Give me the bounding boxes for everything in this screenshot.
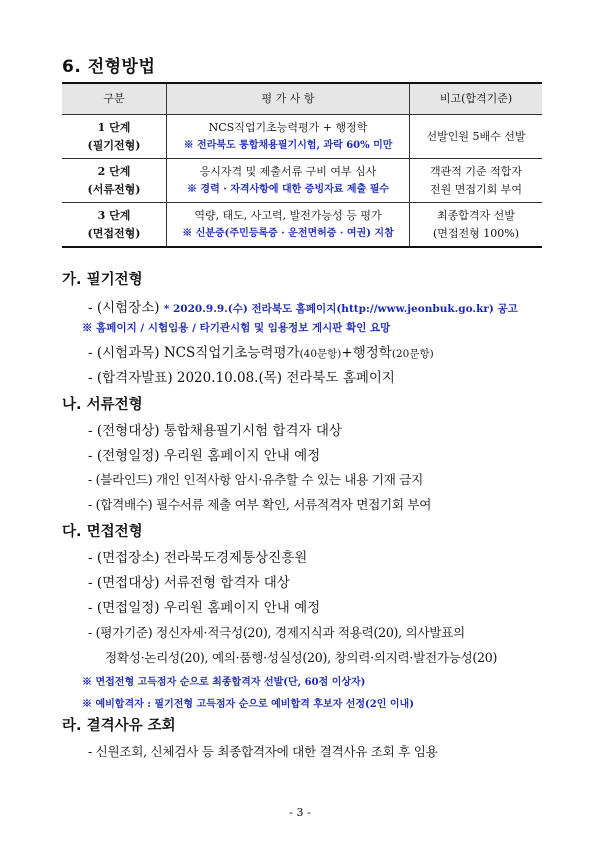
criteria-cell [410,115,543,159]
eval-note: ※ 경력 · 자격사항에 대한 증빙자료 제출 필수 [186,183,390,195]
interview-heading: 다. 면접전형 [62,524,143,540]
eval-note: ※ 신분증(주민등록증 · 운전면허증 · 여권) 지참 [182,227,394,239]
disqualification-heading: 라. 결격사유 조회 [62,718,176,734]
criteria-text: 객관적 기준 적합자 [429,164,522,178]
eval-cell [167,203,410,248]
table-header-row [62,83,542,115]
exam-announce-line: - (합격자발표) 2020.10.08.(목) 전라북도 홈페이지 [88,370,395,386]
page-number: - 3 - [289,806,311,819]
table-row [62,159,542,203]
exam-place-label: - (시험장소) [88,300,160,316]
disqualification-item: - 신원조회, 신체검사 등 최종합격자에 대한 결격사유 조회 후 임용 [88,744,438,759]
header-evaluation: 평 가 사 항 [167,83,410,115]
exam-subjects-line [88,341,434,361]
list-item: - (합격배수) 필수서류 제출 여부 확인, 서류적격자 면접기회 부여 [88,497,432,512]
list-item: - (전형대상) 통합채용필기시험 합격자 대상 [88,423,342,439]
table-row [62,203,542,248]
exam-place-note: ※ 홈페이지 / 시험임용 / 타기관시험 및 임용정보 게시판 확인 요망 [82,322,391,334]
stage-label: 2 단계 [97,164,131,178]
exam-subjects-plus: +행정학 [341,345,392,361]
criteria-text: 최종합격자 선발 [437,208,515,222]
eval-note: ※ 전라북도 통합채용필기시험, 과락 60% 미만 [183,139,393,151]
stage-sub: (면접전형) [87,226,141,240]
stage-cell [62,115,167,159]
list-item: - (면접대상) 서류전형 합격자 대상 [88,575,290,591]
interview-note: ※ 면접전형 고득점자 순으로 최종합격자 선발(단, 60점 이상자) [82,677,366,688]
eval-main: NCS직업기초능력평가 + 행정학 [208,120,368,134]
eval-main: 역량, 태도, 사고력, 발전가능성 등 평가 [194,208,382,222]
stage-cell [62,159,167,203]
criteria-text: (면접전형 100%) [432,226,520,240]
exam-subjects-count1: (40문항) [299,348,342,360]
header-criteria: 비고(합격기준) [410,83,543,115]
exam-place-value: * 2020.9.9.(수) 전라북도 홈페이지(http://www.jeonbuk.go.kr) 공고 [163,303,518,315]
eval-main: 응시자격 및 제출서류 구비 여부 심사 [199,164,377,178]
section-title: 6. 전형방법 [62,57,156,77]
written-exam-heading: 가. 필기전형 [62,272,143,288]
criteria-line-cont: 정확성·논리성(20), 예의·품행·성실성(20), 창의력·의지력·발전가능성(20) [105,650,498,665]
criteria-line: - (평가기준) 정신자세·적극성(20), 경제지식과 적용력(20), 의사발표의 [88,625,465,640]
table-row [62,115,542,159]
criteria-text: 전원 면접기회 부여 [429,182,522,196]
list-item: - (면접장소) 전라북도경제통상진흥원 [88,550,308,566]
exam-place-line [88,296,518,316]
criteria-text: 선발인원 5배수 선발 [426,129,526,143]
stage-sub: (서류전형) [87,182,141,196]
stage-cell [62,203,167,248]
selection-method-table [62,82,542,248]
header-stage: 구분 [62,83,167,115]
stage-label: 3 단계 [97,208,131,222]
list-item: - (면접일정) 우리원 홈페이지 안내 예정 [88,600,321,616]
eval-cell [167,115,410,159]
exam-subjects-count2: (20문항) [391,348,434,360]
stage-sub: (필기전형) [87,138,141,152]
eval-cell [167,159,410,203]
list-item: - (블라인드) 개인 인적사항 암시·유추할 수 있는 내용 기재 금지 [88,472,423,487]
reserve-note: ※ 예비합격자 : 필기전형 고득점자 순으로 예비합격 후보자 선정(2인 이내) [82,699,414,710]
stage-label: 1 단계 [97,120,131,134]
criteria-cell [410,159,543,203]
exam-subjects-label: - (시험과목) NCS직업기초능력평가 [88,345,300,361]
document-screening-heading: 나. 서류전형 [62,397,143,413]
criteria-cell [410,203,543,248]
list-item: - (전형일정) 우리원 홈페이지 안내 예정 [88,448,321,464]
